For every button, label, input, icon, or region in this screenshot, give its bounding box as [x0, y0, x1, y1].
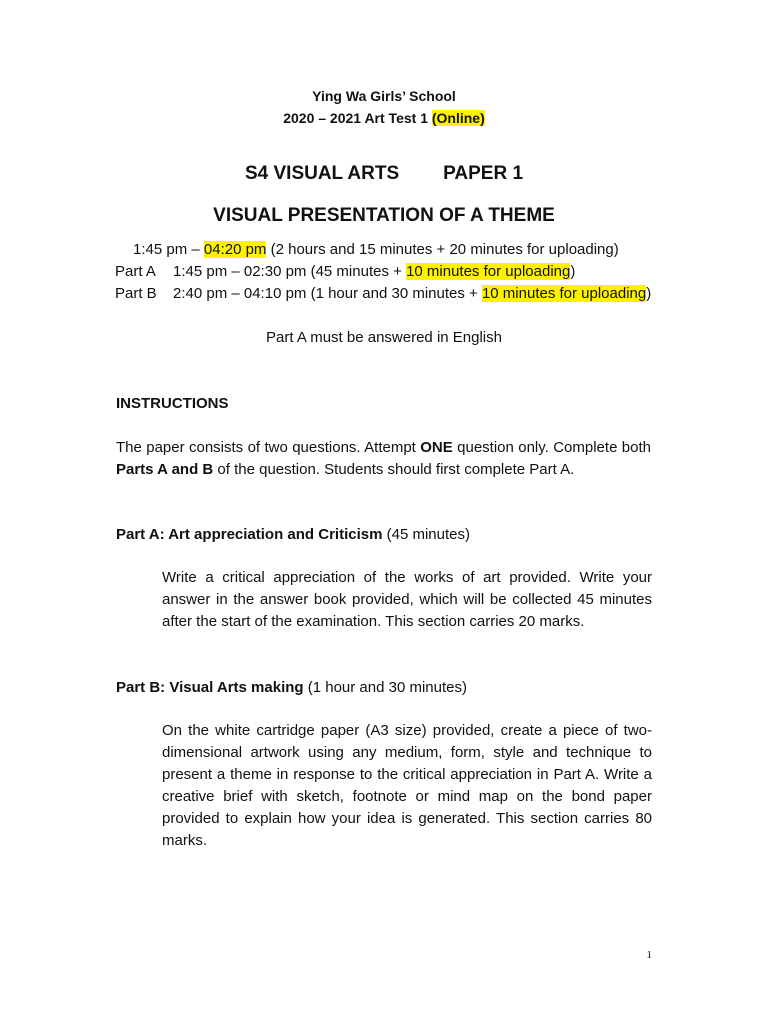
part-b-time-line	[115, 283, 675, 305]
part-a-body: Write a critical appreciation of the works of art provided. Write your answer in the answer book provided, which will be collected 45 minutes after the start of the examination. This section carries 20 marks.	[162, 569, 652, 630]
instructions-text-1: The paper consists of two questions. Attempt	[116, 439, 421, 456]
part-b-duration: (1 hour and 30 minutes)	[303, 679, 467, 696]
instructions-parts: Parts A and B	[116, 461, 214, 478]
instructions-body	[116, 437, 651, 481]
part-a-label: Part A	[115, 263, 156, 280]
part-a-title: Part A: Art appreciation and Criticism	[116, 526, 383, 543]
school-name: Ying Wa Girls’ School	[312, 88, 456, 104]
paper-number: PAPER 1	[443, 163, 524, 184]
part-a-time: 1:45 pm – 02:30 pm (45 minutes +	[173, 263, 407, 280]
overall-note: (2 hours and 15 minutes + 20 minutes for uploading)	[266, 241, 619, 258]
online-highlight: (Online)	[431, 110, 485, 126]
overall-start: 1:45 pm –	[133, 241, 204, 258]
instructions-one: ONE	[420, 439, 453, 456]
paper-title	[0, 163, 768, 185]
part-b-time: 2:40 pm – 04:10 pm (1 hour and 30 minutes +	[173, 285, 482, 302]
part-b-heading	[116, 677, 467, 699]
part-a-duration: (45 minutes)	[382, 526, 470, 543]
part-b-close: )	[646, 285, 652, 302]
part-b-upload-highlight: 10 minutes for uploading	[481, 285, 647, 302]
part-a-time-line	[115, 261, 675, 283]
theme-title: VISUAL PRESENTATION OF A THEME	[213, 205, 555, 226]
overall-time-line	[133, 239, 693, 261]
part-a-close: )	[570, 263, 576, 280]
part-b-label: Part B	[115, 285, 157, 302]
instructions-text-3: of the question. Students should first complete Part A.	[213, 461, 575, 478]
part-a-upload-highlight: 10 minutes for uploading	[406, 263, 571, 280]
part-a-heading	[116, 524, 470, 546]
part-b-body: On the white cartridge paper (A3 size) provided, create a piece of two-dimensional artwork using any medium, form, style and technique to present a theme in response to the critical appreciation in Part A. Write a creative brief with sketch, footnote or mind map on the bond paper provided to explain how your idea is generated. This section carries 80 marks.	[162, 722, 652, 849]
instructions-heading: INSTRUCTIONS	[116, 395, 229, 412]
test-title-text: 2020 – 2021 Art Test 1	[283, 110, 432, 126]
part-b-title: Part B: Visual Arts making	[116, 679, 304, 696]
overall-end-highlight: 04:20 pm	[203, 241, 267, 258]
test-title	[0, 110, 768, 126]
language-note: Part A must be answered in English	[266, 329, 502, 346]
page-number: 1	[646, 949, 652, 961]
instructions-text-2: question only. Complete both	[452, 439, 651, 456]
subject-title: S4 VISUAL ARTS	[244, 163, 400, 184]
